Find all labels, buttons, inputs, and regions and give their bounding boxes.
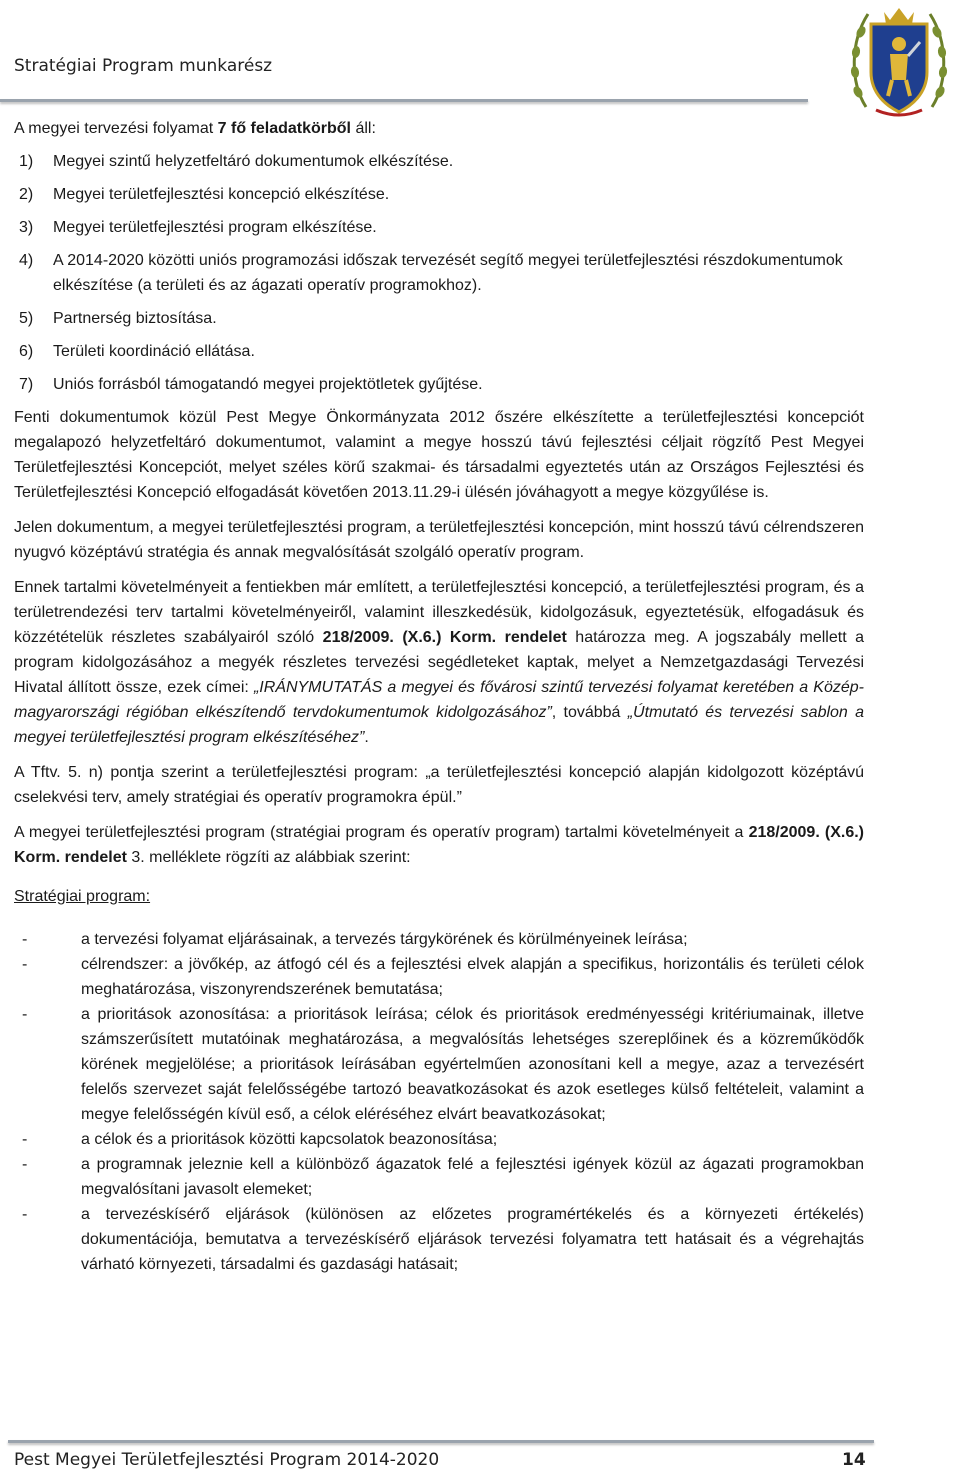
- paragraph-concept: Fenti dokumentumok közül Pest Megye Önkormányzata 2012 őszére elkészítette a területfejlesztési koncepciót megalapozó helyzetfeltáró dokumentumot, valamint a megye hosszú távú fejlesztési céljait rögzítő Pest Megyei Területfejlesztési Koncepciót, melyet széles körű szakmai- és társadalmi egyeztetés után az Országos Fejlesztési és Területfejlesztési Koncepció elfogadását követően 2013.11.29-i ülésén jóváhagyott a megye közgyűlése is.: [14, 409, 864, 501]
- list-item: - a tervezéskísérő eljárások (különösen az előzetes programértékelés és a környezeti értékelés) dokumentációja, bemutatva a tervezéskísérő eljárások tervezési folyamatra tett hatásait és a végrehajtás várható környezeti, társadalmi és gazdasági hatásait;: [22, 1206, 864, 1273]
- footer-title: Pest Megyei Területfejlesztési Program 2014-2020: [14, 1450, 440, 1470]
- intro-paragraph: A megyei tervezési folyamat 7 fő feladatkörből áll:: [14, 120, 376, 137]
- list-item: 6) Területi koordináció ellátása.: [19, 343, 255, 360]
- page-number: 14: [842, 1450, 866, 1470]
- paragraph-annex: A megyei területfejlesztési program (stratégiai program és operatív program) tartalmi követelményeit a 218/2009. (X.6.) Korm. rendelet 3. melléklete rögzíti az alábbiak szerint:: [14, 824, 864, 866]
- list-item: - a tervezési folyamat eljárásainak, a tervezés tárgykörének és körülményeinek leírása;: [22, 931, 688, 948]
- header-title: Stratégiai Program munkarész: [14, 56, 273, 76]
- list-item: 4) A 2014-2020 közötti uniós programozási időszak tervezését segítő megyei területfejlesztési részdokumentumok elkészítése (a területi és az ágazati operatív programokhoz).: [19, 252, 843, 294]
- paragraph-tftv: A Tftv. 5. n) pontja szerint a területfejlesztési program: „a területfejlesztési koncepció alapján kidolgozott középtávú cselekvési terv, amely stratégiai és operatív programokra épül.”: [14, 764, 864, 806]
- list-item: - a prioritások azonosítása: a prioritások leírása; célok és prioritások eredményességi kritériumainak, illetve számszerűsített mutatóinak meghatározása, a megvalósítás lehetséges szereplőinek és a közreműködők körének megjelölése; a prioritások leírásában egyértelműen azonosítani kell a megye, azaz a tervezésért felelős szervezet saját felelősségébe tartozó beavatkozásokat és azok esetleges külső feltételeit, valamint a megye felelősségén kívül eső, a célok eléréséhez elvárt beavatkozásokat;: [22, 1006, 864, 1123]
- list-item: 5) Partnerség biztosítása.: [19, 310, 217, 327]
- list-item: - célrendszer: a jövőkép, az átfogó cél és a fejlesztési elvek alapján a specifikus, horizontális és területi célok meghatározása, viszonyrendszerének bemutatása;: [22, 956, 864, 998]
- paragraph-document: Jelen dokumentum, a megyei területfejlesztési program, a területfejlesztési koncepción, mint hosszú távú célrendszeren nyugvó középtávú stratégia és annak megvalósítását szolgáló operatív program.: [14, 519, 864, 561]
- document-body: [14, 116, 864, 1277]
- footer-rule: [8, 1440, 874, 1443]
- paragraph-requirements: Ennek tartalmi követelményeit a fentiekben már említett, a területfejlesztési koncepció, a területfejlesztési program, és a területrendezési terv tartalmi követelményeiről, valamint illeszkedésük, kidolgozásuk, egyeztetésük, elfogadásuk és közzétételük részletes szabályairól szóló 218/2009. (X.6.) Korm. rendelet határozza meg. A jogszabály mellett a program kidolgozásához a megyék részletes tervezési segédleteket kaptak, melyet a Nemzetgazdasági Tervezési Hivatal állított össze, ezek címei: „IRÁNYMUTATÁS a megyei és fővárosi szintű tervezési folyamat keretében a Közép-magyarországi régióban elkészítendő tervdokumentumok kidolgozásához”, továbbá „Útmutató és tervezési sablon a megyei területfejlesztési program elkészítéséhez”.: [14, 579, 865, 746]
- section-title: Stratégiai program:: [14, 888, 151, 905]
- task-list: [14, 149, 864, 397]
- list-item: 7) Uniós forrásból támogatandó megyei projektötletek gyűjtése.: [19, 376, 483, 393]
- list-item: - a programnak jeleznie kell a különböző ágazatok felé a fejlesztési igények közül az ágazati programokban megvalósítani javasolt elemeket;: [22, 1156, 864, 1198]
- list-item: 2) Megyei területfejlesztési koncepció elkészítése.: [19, 186, 390, 203]
- county-coat-of-arms: [846, 2, 952, 120]
- list-item: - a célok és a prioritások közötti kapcsolatok beazonosítása;: [22, 1131, 498, 1148]
- strategic-program-list: [14, 927, 864, 1277]
- list-item: 1) Megyei szintű helyzetfeltáró dokumentumok elkészítése.: [19, 153, 454, 170]
- list-item: 3) Megyei területfejlesztési program elkészítése.: [19, 219, 377, 236]
- header-rule: [0, 99, 808, 102]
